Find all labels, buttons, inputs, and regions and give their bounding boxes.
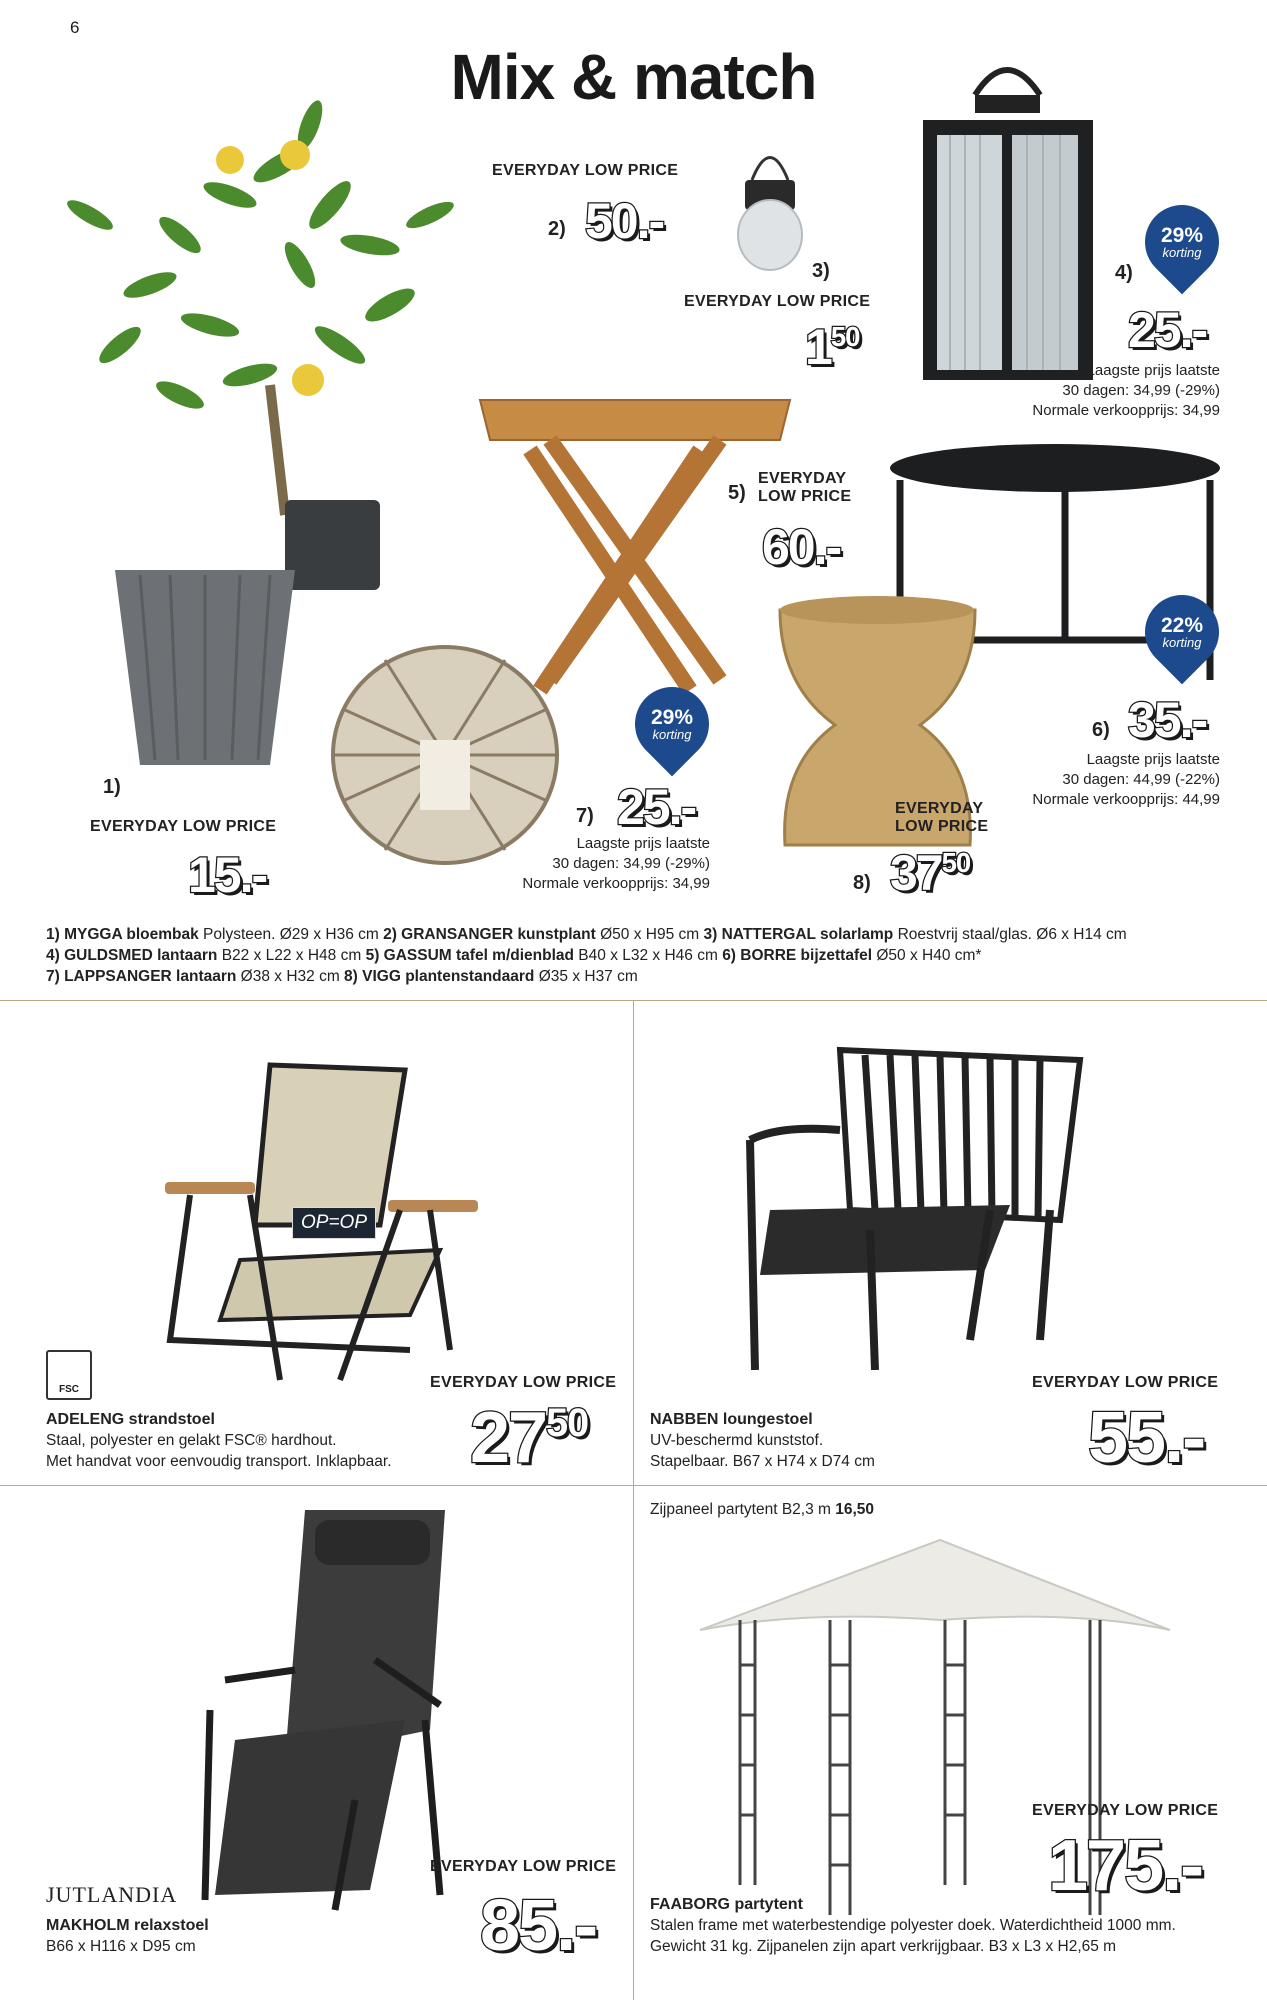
price-3: $1^{50}$ — [805, 319, 860, 375]
relax-chair-image — [195, 1500, 455, 1920]
nabben-desc-1: UV-beschermd kunststof. — [650, 1432, 824, 1449]
nabben-name: NABBEN loungestoel — [650, 1411, 813, 1428]
adeleng-name: ADELENG strandstoel — [46, 1411, 215, 1428]
jutlandia-brand-logo: JUTLANDIA — [46, 1882, 178, 1907]
nabben-desc-2: Stapelbaar. B67 x H74 x D74 cm — [650, 1453, 875, 1470]
price-8: $37^{50}$ — [890, 845, 971, 901]
price-5: 60.- — [762, 519, 841, 575]
product-number-3: 3) — [812, 260, 830, 282]
makholm-price: 85.- — [480, 1886, 597, 1966]
planter-image — [110, 565, 300, 775]
tray-table-image — [470, 390, 800, 710]
faaborg-desc-1: Stalen frame met waterbestendige polyester doek. Waterdichtheid 1000 mm. — [650, 1917, 1176, 1934]
lowest-price-label-4: Laagste prijs laatste — [1086, 362, 1220, 379]
product-number-2: 2) — [548, 218, 566, 240]
black-lantern-image — [915, 45, 1100, 390]
price-6: 35.- — [1128, 692, 1207, 748]
faaborg-desc-2: Gewicht 31 kg. Zijpanelen zijn apart verkrijgbaar. B3 x L3 x H2,65 m — [650, 1938, 1117, 1955]
normal-price-7: Normale verkoopprijs: 34,99 — [522, 875, 710, 892]
lowest-price-label-7: Laagste prijs laatste — [576, 835, 710, 852]
product-number-1: 1) — [103, 776, 121, 798]
lowest-price-4: 30 dagen: 34,99 (-29%) — [1062, 382, 1220, 399]
adeleng-desc-2: Met handvat voor eenvoudig transport. Inklapbaar. — [46, 1453, 392, 1470]
adeleng-price: $27^{50}$ — [470, 1398, 589, 1478]
divider-vertical — [633, 1000, 634, 2000]
specs-line-1: 1) MYGGA bloembak Polysteen. Ø29 x H36 cm 2) GRANSANGER kunstplant Ø50 x H95 cm 3) NATTERGAL solarlamp Roestvrij staal/glas. Ø6 x H14 cm — [46, 926, 1127, 943]
elp-label-5: EVERYDAY LOW PRICE — [758, 470, 852, 505]
lowest-price-7: 30 dagen: 34,99 (-29%) — [552, 855, 710, 872]
fsc-logo-icon: FSC — [46, 1350, 92, 1400]
elp-label-adeleng: EVERYDAY LOW PRICE — [430, 1374, 617, 1391]
adeleng-desc-1: Staal, polyester en gelakt FSC® hardhout. — [46, 1432, 337, 1449]
lowest-price-6: 30 dagen: 44,99 (-22%) — [1062, 771, 1220, 788]
side-panel-info: Zijpaneel partytent B2,3 m 16,50 — [650, 1501, 875, 1518]
lounge-chair-image — [740, 1040, 1090, 1370]
price-1: 15.- — [188, 847, 267, 903]
product-number-7: 7) — [576, 805, 594, 827]
elp-label-nabben: EVERYDAY LOW PRICE — [1032, 1374, 1219, 1391]
specs-line-2: 4) GULDSMED lantaarn B22 x L22 x H48 cm 5) GASSUM tafel m/dienblad B40 x L32 x H46 cm 6) BORRE bijzettafel Ø50 x H40 cm* — [46, 947, 982, 964]
price-2: 50.- — [585, 193, 664, 249]
product-number-8: 8) — [853, 872, 871, 894]
elp-label-3: EVERYDAY LOW PRICE — [684, 293, 871, 310]
product-specs — [46, 924, 1226, 987]
solar-lamp-image — [730, 135, 810, 285]
faaborg-name: FAABORG partytent — [650, 1896, 803, 1913]
price-4: 25.- — [1128, 302, 1207, 358]
page-title: Mix & match — [450, 41, 817, 113]
elp-label-makholm: EVERYDAY LOW PRICE — [430, 1858, 617, 1875]
product-number-6: 6) — [1092, 719, 1110, 741]
page-number: 6 — [70, 18, 80, 37]
elp-label-2: EVERYDAY LOW PRICE — [492, 162, 679, 179]
specs-line-3: 7) LAPPSANGER lantaarn Ø38 x H32 cm 8) VIGG plantenstandaard Ø35 x H37 cm — [46, 968, 638, 985]
op-op-badge: OP=OP — [292, 1207, 376, 1239]
discount-badge-6: 22% korting — [1130, 580, 1235, 685]
elp-label-faaborg: EVERYDAY LOW PRICE — [1032, 1802, 1219, 1819]
elp-label-1: EVERYDAY LOW PRICE — [90, 818, 277, 835]
faaborg-price: 175.- — [1048, 1826, 1203, 1906]
elp-label-8: EVERYDAY LOW PRICE — [895, 800, 989, 835]
lowest-price-label-6: Laagste prijs laatste — [1086, 751, 1220, 768]
makholm-name: MAKHOLM relaxstoel — [46, 1917, 209, 1934]
discount-badge-7: 29% korting — [620, 672, 725, 777]
product-number-5: 5) — [728, 482, 746, 504]
nabben-price: 55.- — [1088, 1398, 1205, 1478]
normal-price-4: Normale verkoopprijs: 34,99 — [1032, 402, 1220, 419]
normal-price-6: Normale verkoopprijs: 44,99 — [1032, 791, 1220, 808]
divider-middle — [0, 1485, 1267, 1486]
discount-badge-4: 29% korting — [1130, 190, 1235, 295]
makholm-desc-1: B66 x H116 x D95 cm — [46, 1938, 196, 1955]
price-7: 25.- — [617, 779, 696, 835]
product-number-4: 4) — [1115, 262, 1133, 284]
